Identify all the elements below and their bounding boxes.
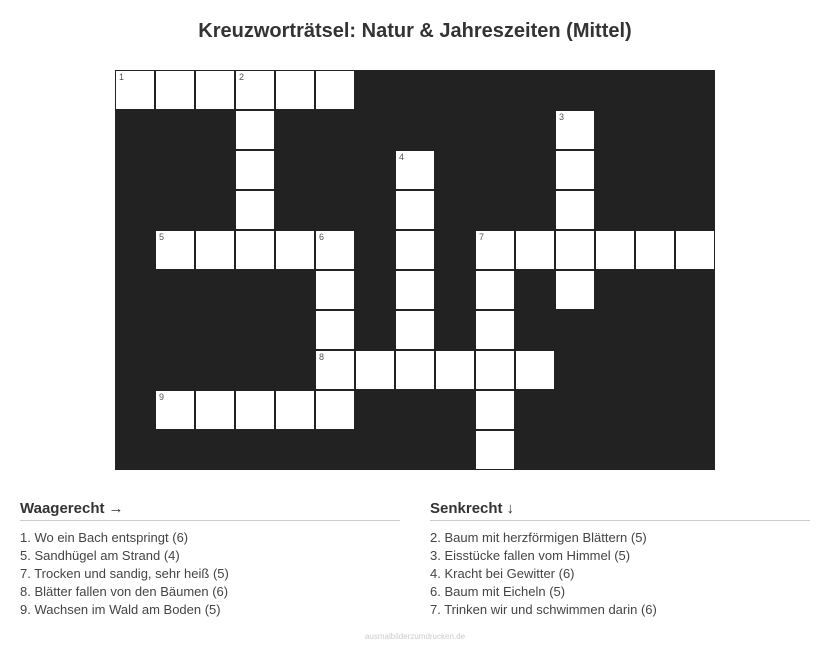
- footer-credit: ausmalbilderzumdrucken.de: [364, 632, 466, 641]
- crossword-cell[interactable]: [515, 350, 555, 390]
- crossword-cell[interactable]: [395, 350, 435, 390]
- crossword-cell[interactable]: [395, 270, 435, 310]
- crossword-cell[interactable]: [235, 150, 275, 190]
- down-clue: 2. Baum mit herzförmigen Blättern (5): [430, 530, 647, 545]
- crossword-cell[interactable]: [235, 390, 275, 430]
- cell-number: 8: [319, 352, 325, 362]
- down-clue: 3. Eisstücke fallen vom Himmel (5): [430, 548, 631, 563]
- down-clue: 6. Baum mit Eicheln (5): [430, 584, 566, 599]
- crossword-cell[interactable]: [395, 230, 435, 270]
- crossword-cell[interactable]: [675, 230, 715, 270]
- down-clues-section: [430, 500, 810, 619]
- cell-number: 7: [479, 232, 485, 242]
- across-clue: 1. Wo ein Bach entspringt (6): [20, 530, 189, 545]
- crossword-cell[interactable]: [315, 270, 355, 310]
- down-clue: 4. Kracht bei Gewitter (6): [430, 566, 575, 581]
- cell-number: 2: [239, 72, 245, 82]
- cell-number: 1: [119, 72, 125, 82]
- down-clue-list: [430, 529, 810, 619]
- crossword-cell[interactable]: [195, 390, 235, 430]
- crossword-cell[interactable]: [475, 350, 515, 390]
- across-clue: 7. Trocken und sandig, sehr heiß (5): [20, 566, 229, 581]
- crossword-cell[interactable]: [115, 70, 155, 110]
- crossword-cell[interactable]: [195, 230, 235, 270]
- crossword-cell[interactable]: [155, 70, 195, 110]
- across-heading-label: Waagerecht: [20, 500, 105, 517]
- across-clues-section: [20, 500, 400, 619]
- crossword-cell[interactable]: [555, 110, 595, 150]
- across-clue: 9. Wachsen im Wald am Boden (5): [20, 602, 221, 617]
- crossword-cell[interactable]: [595, 230, 635, 270]
- cell-number: 9: [159, 392, 165, 402]
- crossword-cell[interactable]: [555, 230, 595, 270]
- arrow-right-icon: →: [108, 500, 124, 517]
- crossword-cell[interactable]: [275, 70, 315, 110]
- crossword-cell[interactable]: [475, 270, 515, 310]
- across-heading: [20, 500, 400, 521]
- crossword-cell[interactable]: [475, 430, 515, 470]
- arrow-down-icon: ↓: [506, 500, 515, 517]
- crossword-cell[interactable]: [355, 350, 395, 390]
- crossword-cell[interactable]: [435, 350, 475, 390]
- crossword-cell[interactable]: [315, 70, 355, 110]
- crossword-cell[interactable]: [555, 190, 595, 230]
- cell-number: 4: [399, 152, 405, 162]
- down-heading-label: Senkrecht: [430, 500, 503, 517]
- crossword-cell[interactable]: [555, 270, 595, 310]
- down-clue: 7. Trinken wir und schwimmen darin (6): [430, 602, 657, 617]
- across-clue: 8. Blätter fallen von den Bäumen (6): [20, 584, 229, 599]
- crossword-cell[interactable]: [155, 230, 195, 270]
- crossword-cell[interactable]: [275, 390, 315, 430]
- crossword-cell[interactable]: [515, 230, 555, 270]
- cell-number: 6: [319, 232, 325, 242]
- across-clue: 5. Sandhügel am Strand (4): [20, 548, 180, 563]
- across-clue-list: [20, 529, 400, 619]
- crossword-cell[interactable]: [235, 230, 275, 270]
- crossword-cell[interactable]: [315, 350, 355, 390]
- crossword-grid: [115, 70, 715, 470]
- crossword-cell[interactable]: [315, 390, 355, 430]
- crossword-cell[interactable]: [395, 150, 435, 190]
- crossword-cell[interactable]: [155, 390, 195, 430]
- crossword-cell[interactable]: [235, 110, 275, 150]
- page-title: Kreuzworträtsel: Natur & Jahreszeiten (Mittel): [198, 20, 632, 42]
- cell-number: 5: [159, 232, 165, 242]
- cell-number: 3: [559, 112, 565, 122]
- crossword-cell[interactable]: [235, 70, 275, 110]
- down-heading: [430, 500, 810, 521]
- crossword-cell[interactable]: [555, 150, 595, 190]
- crossword-cell[interactable]: [475, 230, 515, 270]
- crossword-cell[interactable]: [195, 70, 235, 110]
- crossword-cell[interactable]: [395, 190, 435, 230]
- crossword-cell[interactable]: [315, 310, 355, 350]
- crossword-cell[interactable]: [475, 390, 515, 430]
- crossword-cell[interactable]: [275, 230, 315, 270]
- crossword-cell[interactable]: [315, 230, 355, 270]
- crossword-cell[interactable]: [395, 310, 435, 350]
- crossword-cell[interactable]: [475, 310, 515, 350]
- crossword-cell[interactable]: [635, 230, 675, 270]
- crossword-cell[interactable]: [235, 190, 275, 230]
